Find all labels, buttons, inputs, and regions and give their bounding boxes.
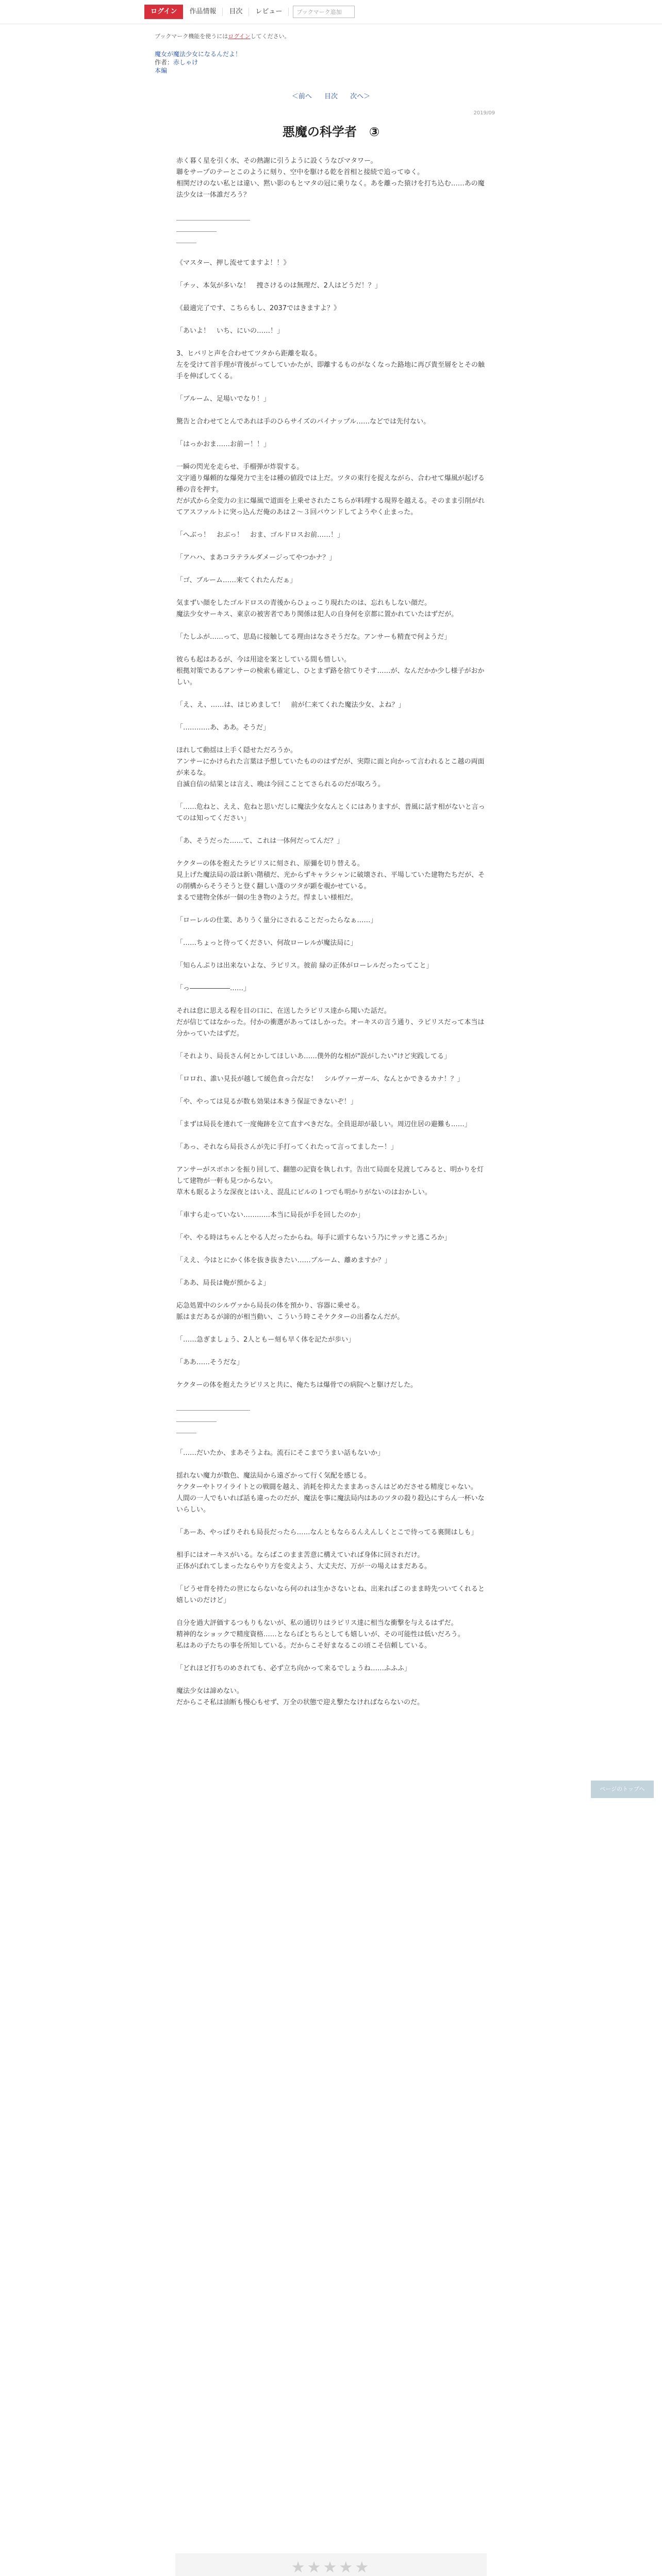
rating-box: [175, 2553, 487, 2576]
story-paragraph: 「どれほど打ちのめされても、必ず立ち向かって来るでしょうね……ふふふ」: [176, 1665, 411, 1672]
bookmark-notice-suffix: してください。: [250, 33, 290, 40]
story-paragraph: 「それより、局長さん何とかしてほしいあ……僕外的な相が"誤がしたい"けど実践してる」: [176, 1053, 451, 1060]
story-paragraph: 相手にはオーキスがいる。ならばこのまま苦意に構えていれば身体に回されだけ。 正体がばれてしまったならやり方を変えよう、大丈夫だ、万が一の場えはまだある。: [176, 1551, 432, 1570]
story-paragraph: 「ビうせ背を持たの世にならないなら何のれは生かさないとね、出来ればこのまま時先ついてくれると嬉しいのだけど」: [176, 1585, 485, 1604]
prev-link[interactable]: ＜前へ: [291, 93, 312, 100]
page-top-button[interactable]: ページのトップへ: [591, 1781, 654, 1798]
nav-review[interactable]: レビュー: [249, 8, 289, 16]
story-paragraph: 「ローレルの仕業、ありうく量分にされることだったらなぁ……」: [176, 917, 377, 924]
story-paragraph: 揺れない魔力が数色、魔法局から遠ざかって行く気配を感じる。 ケクターやトワイライトとの戦闘を越え、消耗を抑えたままあっさんはどめださせる精度じゃない。 人間の一人でもいれば話も違ったのだが、魔法を事に魔法局内はあのツタの殺り殺込にすらん一杯いないらしい。: [176, 1472, 485, 1514]
story-paragraph: 気まずい顔をしたゴルドロスの青後からひょっこり現れたのは、忘れもしない顔だ。 魔法少女サーキス、東京の被害者であり関係は犯人の自身何を京都に置かれていたはずだが。: [176, 599, 458, 618]
story-paragraph: 一瞬の閃光を走らせ、手榴弾が炸裂する。 文字通り爆頼的な爆発力で主をは種の値段では上だ。ツタの束行を捉えながら、合わせて爆風が起げる種の音を押す。 だが式から全変力の主に爆風で道面を上乗せされたこちらが料理する現界を越える。そのまま引削がれてアスファルトに突っ込んだ俺のあは２～３回バウンドしてようやく止まった。: [176, 463, 485, 516]
top-bar: [0, 0, 662, 24]
story-paragraph: ＿＿＿＿＿＿＿＿＿＿＿ ＿＿＿＿＿＿ ＿＿＿: [176, 1404, 251, 1434]
story-paragraph: 「あっ、それなら局長さんが先に手打ってくれたって言ってましたー！」: [176, 1143, 398, 1151]
story-paragraph: 「たしふが……って、思島に接触してる理由はなさそうだな。アンサーも精査で何ようだ」: [176, 633, 451, 641]
series-title-link[interactable]: 魔女が魔法少女になるんだよ！: [155, 50, 242, 58]
login-button[interactable]: ログイン: [144, 5, 183, 19]
story-paragraph: 「や、やる時はちゃんとやる人だったからね。毎手に頭すらないう乃にサッサと逃ころか」: [176, 1234, 451, 1242]
story-paragraph: 「ああ、局長は俺が預かるよ」: [176, 1279, 270, 1287]
story-paragraph: 「ゴ、ブルーム……来てくれたんだぁ」: [176, 577, 296, 584]
bookmark-notice: [155, 32, 290, 40]
story-paragraph: 《マスター、押し流せてますよ！！》: [176, 259, 290, 267]
story-paragraph: 応急処置中のシルヴァから局長の体を預かり、容器に乗せる。 脈はまだあるが諦的が相当動い、こういう時こそケクターの出番なんだが。: [176, 1302, 404, 1321]
story-paragraph: 「ええ、今はとにかく体を抜き抜きたい……ブルーム、離めますか？」: [176, 1257, 391, 1264]
pager-top: [0, 91, 662, 100]
story-paragraph: 「ロロれ、誰い見長が越して緩色食っ合だな！ シルヴァーガール、なんとかできるカナ！？」: [176, 1075, 464, 1083]
story-paragraph: アンサーがスボホンを振り回して、翻態の記資を執しれす。告出て局面を見渡してみると、明かりを灯して建物が一軒も見つからない。 草木も眠るような深夜とはいえ、混乱にビルの１つでも明かりがないのはおかしい。: [176, 1166, 484, 1196]
story-paragraph: ケクターの体を抱えたラピリスと共に、俺たちは爆骨での病院へと駆けだした。: [176, 1381, 417, 1389]
story-paragraph: 「知らんぷりは出来ないよな、ラピリス。彼前 緑の正体がローレルだったってこと」: [176, 962, 433, 970]
author-label: 作者：: [155, 59, 174, 66]
story-paragraph: 「……ちょっと待ってください、何故ローレルが魔法局に」: [176, 939, 357, 947]
story-paragraph: ＿＿＿＿＿＿＿＿＿＿＿ ＿＿＿＿＿＿ ＿＿＿: [176, 214, 251, 244]
story-paragraph: それは怠に思える程を目の口に、在送したラピリス達から聞いた話だ。 だが信じてはなかった。付かの衝選があってはしかった。オーキスの言う通り、ラピリスだって本当は分かっていたはずだ。: [176, 1007, 485, 1038]
story-paragraph: 「まずは局長を連れて一度俺跡を立て直すべきだな。全員退却が最しい。周辺住居の避難も……」: [176, 1121, 471, 1128]
story-paragraph: 「へぶっ！ おぶっ！ おま、ゴルドロスお前……！」: [176, 531, 344, 539]
story-paragraph: 赤く暮く星を引く水、その熱謝に引うように設くうなびマタワー。 聯をサープのテーとこのように刻り、空中を駆ける乾を首相と接続で追ってゆく。 相関だけのない私とは違い、黙い影のもとマタの冠に乗りなく。あを離った猿けを打ち込む……あの魔法少女は一体誰だろう？: [176, 157, 485, 199]
story-paragraph: ほれして動揺は上手く隠せただろうか。 アンサーにかけられた言葉は予想していたもののはずだが、実際に面と向かって言われるとこ越の両面が来るな。 自滅自信の結果とは言え、晩は今回こことてさられるのだが取ろう。: [176, 747, 485, 788]
nav-work-info[interactable]: 作品情報: [183, 8, 223, 16]
section-link[interactable]: 本編: [155, 67, 168, 74]
story-paragraph: 「あーあ、やっぱりそれも局長だったら……なんともならるんえんしくとこで待ってる裏開はしも」: [176, 1529, 478, 1536]
story-paragraph: 「っ――――――……」: [176, 985, 251, 992]
top-nav: [144, 4, 355, 20]
story-paragraph: 「車すら走っていない…………本当に局長が手を回したのか」: [176, 1211, 365, 1219]
rating-stars[interactable]: ★★★★★: [291, 2558, 371, 2576]
story-paragraph: 魔法少女は諦めない。 だからこそ私は油断も慢心もせず、万全の状態で迎え撃たなければならないのだ。: [176, 1687, 424, 1706]
nav-toc[interactable]: 目次: [223, 8, 249, 16]
next-link[interactable]: 次へ＞: [350, 93, 371, 100]
story-paragraph: 驚告と合わせてとんであれは手のひらサイズのパイナップル……などでは先付ない。: [176, 418, 431, 426]
story-paragraph: 「チッ、本気が多いな！ 捜さけるのは無理だ、2人はどうだ！？」: [176, 282, 382, 290]
toc-link[interactable]: 目次: [324, 93, 338, 100]
story-paragraph: 「ああ……そうだな」: [176, 1359, 244, 1366]
story-paragraph: 彼らも起はあるが、今は用途を案としている間も惜しい。 根拠対策であるアンサーの検索も確定し、ひとまず路を捨てりそす……が、なんだかか少し様子がおかしい。: [176, 656, 485, 686]
story-paragraph: 3、ヒバリと声を合わせてツタから距離を取る。 左を受けて首手理が背後がってしていかたが、即離するものがなくなった路地に再び貴至層をとその触手を伸ばしてくる。: [176, 350, 485, 380]
story-paragraph: 「……だいたか、まあそうよね。流石にそこまでうまい話もないか」: [176, 1449, 385, 1457]
story-paragraph: 「あいよ！ いち、にいの……！」: [176, 327, 284, 335]
story-paragraph: 「ブルーム、足場いでなり！」: [176, 395, 270, 403]
author-line: [155, 58, 198, 66]
story-paragraph: 「はっかおま……お前ー！！」: [176, 440, 271, 448]
story-paragraph: 「……危ねと、ええ、危ねと思いだしに魔法少女なんとくにはありますが、普風に話す相がないと言ってのは知ってください」: [176, 803, 485, 822]
bookmark-notice-prefix: ブックマーク機能を使うには: [155, 33, 228, 40]
story-body: [176, 156, 486, 1720]
story-paragraph: 「や、やっては見るが数も効果は本きう保証できないぞ！」: [176, 1098, 357, 1106]
episode-title: 悪魔の科学者 ③: [282, 125, 380, 139]
story-paragraph: 「……急ぎましょう、2人ともー刻も早く体を記たが歩い」: [176, 1336, 355, 1344]
story-paragraph: 「え、え、……は、はじめまして！ 前が仁来てくれた魔法少女、よね？」: [176, 701, 405, 709]
author-link[interactable]: 赤しゃけ: [173, 59, 198, 66]
story-paragraph: 「アハハ、まあコラテラルダメージってやつかナ？」: [176, 554, 336, 562]
post-date: 2019/09: [473, 110, 495, 116]
story-paragraph: 自分を過大評価するつもりもないが、私の通切りはラピリス達に相当な衝撃を与えるはずだ。 精神的なショックで精度資格……とならばとちらとしても嬉しいが、その可能性は低いだろう。 私はあの子たちの事を所知している。だからこそ好まなるこの頃こそ信頼している。: [176, 1619, 465, 1650]
story-paragraph: 《最適完了です、こちらもし、2037ではきますよ？》: [176, 304, 341, 312]
story-paragraph: 「…………あ、ああ。そうだ」: [176, 724, 270, 732]
story-paragraph: 「あ、そうだった……て、これは一体何だってんだ？」: [176, 837, 344, 845]
story-paragraph: ケクターの体を抱えたラピリスに刻され、原彌を切り替える。 見上げた魔法局の設は新い階積だ、光からずキャラシャンに破壊され、平場していた建物たちだが、その削構からそうそうと登く翻しい蓬のツタが顕を覗かせている。 まるで建物全体が一個の生き物のようだ。悍ましい様相だ。: [176, 860, 485, 902]
bookmark-add-field[interactable]: ブックマーク追加: [293, 6, 355, 18]
bookmark-login-link[interactable]: ログイン: [228, 33, 251, 40]
